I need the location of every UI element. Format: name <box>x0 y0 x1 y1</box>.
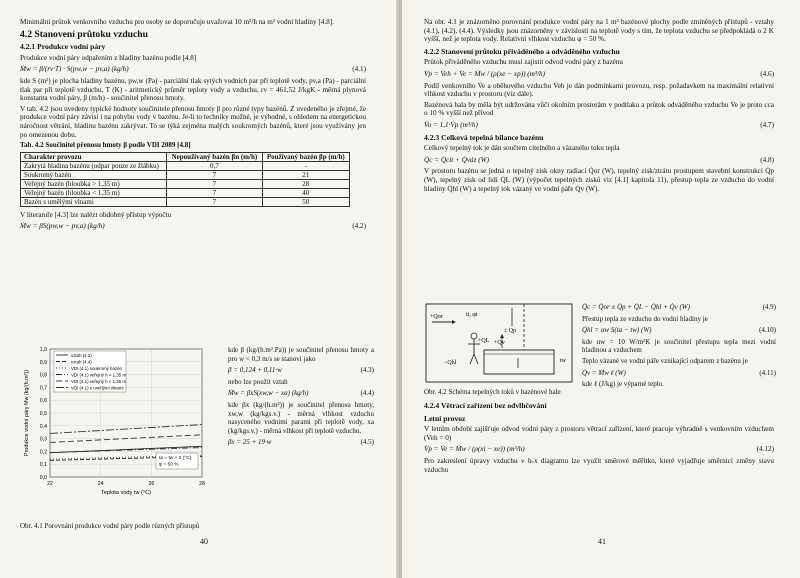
label-tw: tw <box>560 358 566 364</box>
equation-number: (4.12) <box>756 445 774 454</box>
equation-number: (4.11) <box>759 368 776 377</box>
table-cell: 7 <box>167 197 262 206</box>
subsection-heading-4-2-4: 4.2.4 Větrací zařízení bez odvlhčování <box>424 401 547 410</box>
equation-4-11 <box>582 369 776 378</box>
y-tick-label: 0,6 <box>39 398 47 405</box>
x-tick-label: 24 <box>97 481 104 487</box>
section-heading-4-2: 4.2 Stanovení průtoku vzduchu <box>20 28 148 40</box>
label-qhl: −Qhl <box>444 360 457 366</box>
paragraph: Na obr. 4.1 je znázorněno porovnání produkce vodní páry na 1 m² bazénové plochy podle zmíněných přístupů - vztahy (4.1), (4.2), (4.4). Výsledky jsou znázorněny v závislosti na teplotě vody s tím, že teplota vzduchu se předpokládá o 2 K vyšší, než je teplota vody. Relativní vlhkost vzduchu φ = 50 %. <box>424 18 774 44</box>
equation-number: (4.6) <box>760 69 774 78</box>
legend-entry: vztah (4.2) <box>71 352 92 358</box>
legend-entry: VDI (4.1) soukromý bazén <box>71 365 123 371</box>
table-cell: Soukromý bazén <box>21 170 167 179</box>
table-cell: Veřejný bazén (hloubka > 1,35 m) <box>21 179 167 188</box>
paragraph: kde S (m²) je plocha hladiny bazénu, pw,w (Pa) - parciální tlak sytých vodních par při teplotě vody, pv,a (Pa) - parciální tlak par při teplotě vzduchu, T (K) - aritmetický průměr teploty vody a vzduchu, rv = 461,52 J/kgK - měrná plynová konstanta vodní páry, β (m/h) - součinitel přenosu hmoty. <box>20 76 366 103</box>
legend-entry: VDI (4.1) veřejný h > 1,35 m <box>71 372 127 378</box>
series-line <box>50 448 202 453</box>
paragraph: Pro zakreslení úpravy vzduchu v h-x diagramu lze využít směrové měřítko, které vyjadřuje směrnicí změny stavu vzduchu <box>424 456 774 474</box>
equation-4-1 <box>20 65 366 74</box>
equation-4-8 <box>424 156 774 165</box>
equation-4-5 <box>228 438 374 447</box>
paragraph: Podíl venkovního V̇e a oběhového vzduchu V̇eh je dán podmínkami provozu, resp. požadavkem na maximální relativní vlhkost vzduchu v prostoru (viz dále). <box>424 81 774 99</box>
equation-4-12 <box>424 445 774 454</box>
equation-number: (4.1) <box>352 65 366 74</box>
equation-number: (4.9) <box>762 303 776 311</box>
equation-text: Ṁw = βS(pw,w − pv,a) (kg/h) <box>20 222 105 231</box>
equation-text: βx = 25 + 19·w <box>228 438 272 447</box>
equation-text: Q̇hl = αw S(ta − tw) (W) <box>582 326 652 335</box>
table-cell: 7 <box>167 179 262 188</box>
equation-text: Q̇c = Q̇cit + Q̇váz (W) <box>424 155 489 164</box>
paragraph: kde ℓ (J/kg) je výparné teplo. <box>582 380 664 389</box>
table-cell: Veřejný bazén (hloubka < 1,35 m) <box>21 188 167 197</box>
table-row <box>21 197 350 206</box>
y-tick-label: 0,9 <box>39 359 47 366</box>
table-caption-text: Tab. 4.2 Součinitel přenosu hmoty β podle VDI 2089 [4.8] <box>20 141 191 150</box>
paragraph: V tab. 4.2 jsou uvedeny typické hodnoty součinitele přenosu hmoty β pro různé typy bazénů. Z uvedeného je zřejmé, že produkce vodní páry závisí i na pohybu vody v bazénu. Je-li to techniky možné, je výhodné, s ohledem na energetickou náročnost větrání, hladinu bazénu zakrývat. To se týká zejména malých soukromých bazénů, které jsou využívány jen po omezenou dobu. <box>20 104 366 139</box>
paragraph: nebo lze použít vztah <box>228 377 288 386</box>
arrow-head <box>500 334 504 338</box>
vapour-production-chart <box>20 343 210 513</box>
table-cell: 40 <box>262 188 349 197</box>
x-tick-label: 22 <box>47 481 53 487</box>
annotation-text: φ = 50 % <box>159 462 179 468</box>
table-header-cell: Používaný bazén βp (m/h) <box>262 152 349 161</box>
table-row <box>21 170 350 179</box>
paragraph: V literatuře [4.3] lze nalézt obdobný přístup výpočtu <box>20 210 172 219</box>
table-cell: 7 <box>167 170 262 179</box>
y-tick-label: 0,1 <box>39 462 47 469</box>
left-page <box>0 0 398 578</box>
pool-hall-heat-flow-diagram <box>424 302 574 384</box>
table-row <box>21 188 350 197</box>
y-tick-label: 0,7 <box>39 385 47 392</box>
mass-transfer-table <box>20 152 350 207</box>
legend-entry: VDI (4.1) s umělými vlnami <box>71 385 124 391</box>
equation-4-7 <box>424 121 774 130</box>
equation-4-2 <box>20 222 366 231</box>
figure-caption-4-1: Obr. 4.1 Porovnání produkce vodní páry podle různých přístupů <box>20 522 200 530</box>
page-number-right: 41 <box>598 537 606 546</box>
y-tick-label: 1,0 <box>39 347 47 353</box>
person-leg <box>474 354 478 364</box>
table-cell: Zakrytá hladina bazénu (odpar pouze ze žlábku) <box>21 161 167 170</box>
paragraph: V prostoru bazénu se jedná o tepelný zisk okny radiací Q̇or (W), tepelný zisk/ztrátu prostupem stavební konstrukcí Q̇p (W), tepelný zisk od lidí Q̇L (W) (výpočet tepelných zisků viz [4.1] kapitola 11), přestup tepla ze vzduchu do vodní hladiny Q̇hl (W) a tepelný tok vázaný ve vodní páře Q̇v (W). <box>424 167 774 193</box>
annotation-text: ta = tw + 2 (°C) <box>159 456 192 461</box>
y-tick-label: 0,3 <box>39 436 47 443</box>
x-tick-label: 26 <box>148 481 155 487</box>
label-qv: +Qv <box>494 340 505 346</box>
arrow-head <box>452 320 456 324</box>
subsection-heading-4-2-1: 4.2.1 Produkce vodní páry <box>20 42 106 52</box>
table-header-row <box>21 152 350 161</box>
paragraph: kde αw = 10 W/m²K je součinitel přestupu tepla mezi vodní hladinou a vzduchem <box>582 337 776 355</box>
lower-text-block <box>424 398 774 476</box>
table-cell: 21 <box>262 170 349 179</box>
paragraph: kde βx (kg/(h.m²)) je součinitel přenosu hmoty, xw,w (kg/kgs.v.) - měrná vlhkost vzduchu nasyceného vodními parami při teplotě vody, xa (kg/kgs.v.) - měrná vlhkost při teplotě vzduchu. <box>228 400 374 435</box>
paragraph: Produkce vodní páry odpařením z hladiny bazénu podle [4.8] <box>20 53 197 62</box>
intro-paragraph: Minimální průtok venkovního vzduchu pro osoby se doporučuje uvažovat 10 m³/h na m² vodní hladiny [4.8]. <box>20 18 334 26</box>
person-head <box>471 333 477 339</box>
paragraph: Teplo vázané ve vodní páře vznikající odparem z bazénu je <box>582 356 748 365</box>
equation-4-9 <box>582 303 776 312</box>
paragraph: Bazénová hala by měla být udržována vůči okolním prostorám v podtlaku a průtok odváděného vzduchu V̇e je proto cca o 10 % vyšší než přívod <box>424 100 774 118</box>
equation-text: β = 0,124 + 0,11·w <box>228 366 282 375</box>
y-tick-label: 0,0 <box>39 475 47 481</box>
subsection-heading-4-2-3: 4.2.3 Celková tepelná bilance bazénu <box>424 132 544 142</box>
figure-caption-4-2: Obr. 4.2 Schéma tepelných toků v bazénové hale <box>424 388 561 396</box>
left-page-content <box>20 18 366 234</box>
equation-4-6 <box>424 70 774 79</box>
equation-text: Ṁw = βxS(xw,w − xa) (kg/h) <box>228 389 309 398</box>
paragraph: Přestup tepla ze vzduchu do vodní hladiny je <box>582 314 708 323</box>
figure-side-text <box>582 300 776 391</box>
equation-text: V̇p = V̇eh + V̇e = Ṁw / (ρ(xe − xp)) (m³/h) <box>424 69 545 78</box>
subsection-heading-4-2-2: 4.2.2 Stanovení průtoku přiváděného a odváděného vzduchu <box>424 46 620 56</box>
label-ql: +QL <box>478 338 490 344</box>
y-tick-label: 0,4 <box>39 423 47 430</box>
paragraph: Průtok přiváděného vzduchu musí zajistit odvod vodní páry z bazénu <box>424 58 624 67</box>
page-number-left: 40 <box>200 537 208 546</box>
equation-4-4 <box>228 389 374 398</box>
equation-number: (4.5) <box>360 438 374 447</box>
equation-number: (4.7) <box>760 120 774 129</box>
equation-text: Q̇v = Ṁw ℓ (W) <box>582 368 626 377</box>
table-cell: Bazén s umělými vlnami <box>21 197 167 206</box>
y-tick-label: 0,5 <box>39 411 47 417</box>
table-caption <box>20 141 366 150</box>
table-row <box>21 179 350 188</box>
table-cell: 50 <box>262 197 349 206</box>
paragraph: Celkový tepelný tok je dán součtem citelného a vázaného toku tepla <box>424 144 620 153</box>
x-tick-label: 28 <box>199 481 205 487</box>
table-row <box>21 161 350 170</box>
person-leg <box>470 354 474 364</box>
y-tick-label: 0,2 <box>39 449 47 456</box>
equation-number: (4.4) <box>360 389 374 398</box>
equation-number: (4.2) <box>352 222 366 231</box>
y-tick-label: 0,8 <box>39 372 47 379</box>
equation-number: (4.3) <box>360 366 374 375</box>
pool-outline <box>484 350 554 374</box>
table-cell: 0,7 <box>167 161 262 170</box>
paragraph: V letním období zajišťuje odvod vodní páry z prostoru větrací zařízení, které pracuje výhradně s venkovním vzduchem (V̇eh = 0) <box>424 425 774 442</box>
equation-text: Q̇c = Q̇or ± Q̇p + Q̇L − Q̇hl + Q̇v (W) <box>582 303 690 311</box>
table-header-cell: Nepoužívaný bazén βn (m/h) <box>167 152 262 161</box>
legend-entry: vztah (4.4) <box>71 359 92 365</box>
table-cell: 7 <box>167 188 262 197</box>
equation-number: (4.10) <box>759 326 776 335</box>
table-cell: - <box>262 161 349 170</box>
right-page-content <box>424 18 774 195</box>
equation-4-3 <box>228 366 374 375</box>
x-axis-label: Teplota vody tw (°C) <box>100 490 152 496</box>
paragraph: kde β (kg/(h.m².Pa)) je součinitel přenosu hmoty a pro w < 0,3 m/s se stanoví jako <box>228 346 374 363</box>
legend-entry: VDI (4.1) veřejný h < 1,35 m <box>71 378 127 384</box>
y-axis-label: Produkce vodní páry Mw (kg/(h.m²)) <box>24 370 30 456</box>
equation-text: V̇o = 1,1·V̇p (m³/h) <box>424 120 478 129</box>
chart-side-text <box>228 346 374 450</box>
label-ti: ti, φi <box>466 312 478 318</box>
equation-text: Ṁw = β/(rv·T) · S(pw,w − pv,a) (kg/h) <box>20 65 129 74</box>
equation-4-10 <box>582 326 776 335</box>
label-qp: ± Qp <box>504 328 517 334</box>
equation-text: V̇p = V̇e = Ṁw / (ρ(xi − xe)) (m³/h) <box>424 445 525 454</box>
label-qor: +Qor <box>430 314 443 320</box>
equation-number: (4.8) <box>760 155 774 164</box>
table-header-cell: Charakter provozu <box>21 152 167 161</box>
subheading-summer-operation: Letní provoz <box>424 413 466 423</box>
table-cell: 28 <box>262 179 349 188</box>
right-page <box>402 0 800 578</box>
